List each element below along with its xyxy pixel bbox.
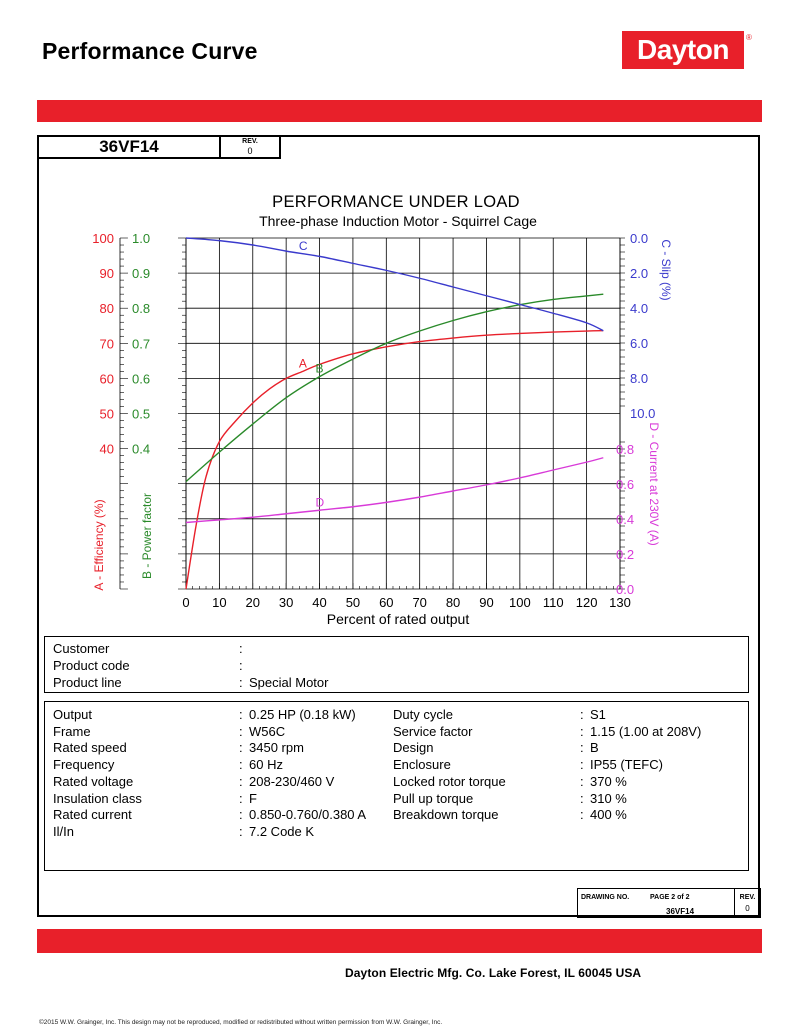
spec-right-row-separator: :: [580, 790, 584, 806]
spec-right-row-separator: :: [580, 757, 584, 773]
specifications-box: [44, 701, 749, 871]
page-title: Performance Curve: [42, 38, 258, 64]
x-tick-label: 70: [412, 595, 427, 610]
drawing-rev-value: 0: [745, 904, 750, 913]
series-line-c: [186, 238, 603, 331]
spec-left-row-separator: :: [239, 773, 243, 789]
x-tick-label: 110: [542, 595, 564, 610]
efficiency-tick-label: 100: [92, 231, 114, 246]
spec-left-row-label: Frequency: [53, 757, 115, 773]
series-label-a: A: [298, 356, 307, 371]
pf-tick-label: 0.9: [132, 266, 151, 282]
slip-tick-label: 6.0: [630, 336, 649, 351]
slip-tick-label: 8.0: [630, 371, 649, 386]
drawing-no-label: DRAWING NO.: [581, 894, 630, 901]
series-label-c: C: [298, 238, 308, 253]
x-tick-label: 60: [379, 595, 394, 610]
spec-left-row-label: Rated speed: [53, 740, 127, 756]
spec-left-row-label: Rated voltage: [53, 773, 134, 789]
spec-right-row-separator: :: [580, 740, 584, 756]
drawing-rev-label: REV.: [739, 894, 756, 901]
spec-right-row-value: S1: [590, 707, 606, 722]
series-label-d: D: [315, 495, 325, 510]
page-label: PAGE 2 of 2: [650, 894, 690, 901]
spec-left-row-label: Insulation class: [53, 790, 142, 806]
efficiency-axis-label: A - Efficiency (%): [92, 499, 106, 591]
current-tick-label: 0.2: [616, 547, 635, 562]
efficiency-tick-label: 90: [99, 266, 114, 282]
spec-left-row-value: F: [249, 790, 257, 806]
spec-right-row-label: Breakdown torque: [393, 807, 499, 823]
spec-right-row-label: Design: [393, 740, 434, 756]
slip-axis-label: C - Slip (%): [659, 239, 673, 301]
x-tick-label: 100: [508, 595, 531, 610]
footer-company: Dayton Electric Mfg. Co. Lake Forest, IL 60045 USA: [345, 966, 642, 980]
chart-axes: [92, 231, 673, 610]
spec-left-row-value: 60 Hz: [249, 757, 283, 773]
chart-grid: [186, 238, 620, 589]
spec-right-row-separator: :: [580, 773, 584, 789]
spec-left-row-value: 7.2 Code K: [249, 823, 315, 839]
spec-left-row-separator: :: [239, 790, 243, 806]
efficiency-tick-label: 50: [99, 406, 114, 422]
dayton-logo: Dayton: [622, 31, 744, 69]
series-label-b: B: [315, 361, 324, 376]
slip-tick-label: 10.0: [630, 406, 656, 421]
slip-tick-label: 2.0: [630, 266, 649, 281]
spec-right-row-separator: :: [580, 723, 584, 739]
spec-right-row-separator: :: [580, 807, 584, 823]
x-tick-label: 30: [278, 595, 294, 610]
efficiency-tick-label: 40: [99, 441, 114, 457]
spec-right-row-value: B: [590, 740, 599, 756]
customer-info-box: [44, 636, 749, 693]
spec-left-row-label: Il/In: [53, 823, 74, 839]
spec-left-row-separator: :: [239, 740, 243, 756]
customer-row-separator: :: [239, 675, 243, 690]
spec-right-row-value: 1.15 (1.00 at 208V): [590, 723, 702, 739]
pf-tick-label: 0.4: [132, 441, 151, 457]
spec-left-row-separator: :: [239, 723, 243, 739]
efficiency-tick-label: 70: [99, 336, 114, 352]
current-tick-label: 0.4: [616, 512, 635, 527]
drawing-number-cell: [577, 888, 735, 918]
spec-left-row-separator: :: [239, 707, 243, 722]
spec-left-row-separator: :: [239, 757, 243, 773]
x-tick-label: 40: [312, 595, 327, 610]
copyright-notice: ©2015 W.W. Grainger, Inc. This design may not be reproduced, modified or redistributed without written permission from W.W. Grainger, Inc.: [39, 1019, 443, 1026]
drawing-number-box: [577, 888, 761, 918]
customer-row-value: Special Motor: [249, 675, 329, 690]
spec-right-row-value: 310 %: [590, 790, 627, 806]
chart-subtitle: Three-phase Induction Motor - Squirrel Cage: [259, 213, 537, 229]
spec-right-row-label: Enclosure: [393, 757, 451, 773]
spec-left-row-value: 0.850-0.760/0.380 A: [249, 807, 367, 823]
spec-left-row-label: Frame: [53, 723, 91, 739]
spec-right-row-value: 400 %: [590, 807, 627, 823]
current-tick-label: 0.0: [616, 582, 635, 597]
efficiency-tick-label: 80: [99, 301, 114, 317]
spec-left-row-separator: :: [239, 823, 243, 839]
current-tick-label: 0.8: [616, 442, 635, 457]
rev-value: 0: [247, 146, 253, 156]
customer-row-label: Product code: [53, 658, 130, 673]
x-axis-label: Percent of rated output: [326, 611, 470, 627]
customer-row-separator: :: [239, 641, 243, 656]
slip-tick-label: 0.0: [630, 231, 649, 246]
spec-left-row-label: Output: [53, 707, 93, 722]
spec-left-row-separator: :: [239, 807, 243, 823]
spec-left-row-value: 208-230/460 V: [249, 773, 335, 789]
slip-tick-label: 4.0: [630, 301, 649, 316]
series-line-a: [186, 331, 603, 589]
drawing-rev-cell: [734, 888, 761, 918]
spec-right-row-label: Pull up torque: [393, 790, 474, 806]
spec-right-row-label: Service factor: [393, 723, 473, 739]
x-tick-label: 50: [345, 595, 361, 610]
chart-title: PERFORMANCE UNDER LOAD: [272, 193, 520, 211]
spec-left-row-value: W56C: [249, 723, 286, 739]
efficiency-tick-label: 60: [99, 371, 114, 387]
pf-axis-label: B - Power factor: [140, 492, 154, 580]
bottom-red-bar: [37, 929, 762, 953]
x-tick-label: 130: [609, 595, 631, 610]
x-tick-label: 0: [182, 595, 190, 610]
current-axis-label: D - Current at 230V (A): [647, 422, 661, 546]
drawing-number: 36VF14: [666, 907, 695, 916]
rev-label: REV.: [242, 138, 258, 145]
chart-labels: [299, 239, 325, 510]
x-tick-label: 10: [212, 595, 227, 610]
spec-left-row-value: 0.25 HP (0.18 kW): [249, 707, 356, 722]
model-number: 36VF14: [99, 137, 159, 156]
series-line-d: [186, 458, 603, 523]
spec-right-row-value: 370 %: [590, 773, 627, 789]
spec-left-row-label: Rated current: [53, 807, 132, 823]
x-tick-label: 120: [575, 595, 598, 610]
x-tick-label: 80: [445, 595, 461, 610]
pf-tick-label: 0.6: [132, 371, 151, 387]
x-tick-label: 90: [479, 595, 494, 610]
spec-left-row-value: 3450 rpm: [249, 740, 304, 756]
spec-right-row-label: Locked rotor torque: [393, 773, 506, 789]
registered-mark: ®: [746, 33, 752, 42]
customer-row-label: Customer: [53, 641, 110, 656]
spec-right-row-separator: :: [580, 707, 584, 722]
x-tick-label: 20: [245, 595, 261, 610]
customer-row-separator: :: [239, 658, 243, 673]
customer-row-label: Product line: [53, 675, 122, 690]
pf-tick-label: 1.0: [132, 231, 151, 246]
spec-right-row-label: Duty cycle: [393, 707, 453, 722]
pf-tick-label: 0.5: [132, 406, 151, 422]
pf-tick-label: 0.8: [132, 301, 151, 317]
pf-tick-label: 0.7: [132, 336, 151, 352]
spec-right-row-value: IP55 (TEFC): [590, 757, 663, 773]
series-line-b: [186, 294, 603, 481]
current-tick-label: 0.6: [616, 477, 635, 492]
